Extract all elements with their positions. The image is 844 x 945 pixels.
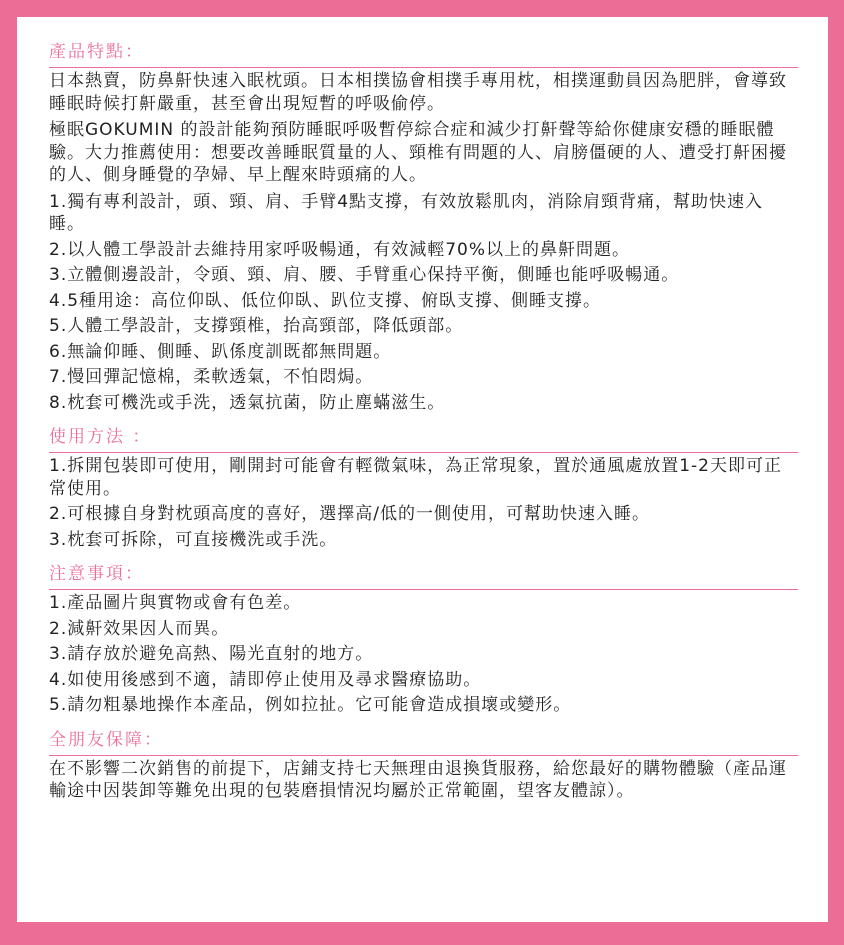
notes-heading: 注意事項：: [49, 564, 144, 584]
usage-item-1: 1.拆開包裝即可使用，剛開封可能會有輕微氣味，為正常現象，置於通風處放置1-2天即可正常使用。: [49, 456, 782, 499]
note-item-3: 3.請存放於避免高熱、陽光直射的地方。: [49, 644, 374, 664]
note-item-5: 5.請勿粗暴地操作本產品，例如拉扯。它可能會造成損壞或變形。: [49, 695, 572, 715]
features-heading: 產品特點：: [49, 42, 144, 62]
feature-item-2: 2.以人體工學設計去維持用家呼吸暢通，有效減輕70%以上的鼻鼾問題。: [49, 239, 631, 260]
usage-section: [49, 426, 798, 551]
guarantee-heading: 全朋友保障：: [49, 729, 163, 750]
note-item-4: 4.如使用後感到不適，請即停止使用及尋求醫療協助。: [49, 669, 482, 690]
feature-item-7: 7.慢回彈記憶棉，柔軟透氣，不怕悶焗。: [49, 367, 374, 387]
feature-item-8: 8.枕套可機洗或手洗，透氣抗菌，防止塵蟎滋生。: [49, 392, 446, 413]
feature-item-1: 1.獨有專利設計，頭、頸、肩、手臂4點支撐，有效放鬆肌肉，消除肩頸背痛，幫助快速入睡。: [49, 191, 764, 234]
guarantee-text: 在不影響二次銷售的前提下，店鋪支持七天無理由退換貨服務，給您最好的購物體驗（產品運輸途中因裝卸等難免出現的包裝磨損情況均屬於正常範圍，望客友體諒）。: [49, 758, 787, 801]
feature-item-6: 6.無論仰睡、側睡、趴係度訓既都無問題。: [49, 341, 392, 362]
usage-item-2: 2.可根據自身對枕頭高度的喜好，選擇高/低的一側使用，可幫助快速入睡。: [49, 504, 650, 524]
feature-item-4: 4.5種用途：高位仰臥、低位仰臥、趴位支撐、俯臥支撐、側睡支撐。: [49, 290, 602, 311]
features-intro-1: 日本熱賣，防鼻鼾快速入眠枕頭。日本相撲協會相撲手專用枕，相撲運動員因為肥胖，會導致睡眠時候打鼾嚴重，甚至會出現短暫的呼吸偷停。: [49, 71, 787, 114]
usage-divider: [49, 452, 798, 453]
guarantee-divider: [49, 755, 798, 756]
feature-item-3: 3.立體側邊設計，令頭、頸、肩、腰、手臂重心保持平衡，側睡也能呼吸暢通。: [49, 265, 680, 285]
feature-item-5: 5.人體工學設計，支撐頸椎，抬高頸部，降低頭部。: [49, 316, 464, 336]
notes-divider: [49, 589, 798, 590]
guarantee-section: [49, 729, 798, 803]
note-item-2: 2.減鼾效果因人而異。: [49, 618, 230, 639]
features-section: [49, 41, 798, 414]
usage-heading: 使用方法 ：: [49, 427, 152, 447]
features-divider: [49, 67, 798, 68]
usage-item-3: 3.枕套可拆除，可直接機洗或手洗。: [49, 529, 338, 550]
features-intro-2: 極眠GOKUMIN 的設計能夠預防睡眠呼吸暫停綜合症和減少打鼾聲等給你健康安穩的睡眠體驗。大力推薦使用：想要改善睡眠質量的人、頸椎有問題的人、肩膀僵硬的人、遭受打鼾困擾的人、側身睡覺的孕婦、早上醒來時頭痛的人。: [49, 120, 787, 185]
content-card: [17, 17, 828, 922]
note-item-1: 1.產品圖片與實物或會有色差。: [49, 593, 302, 613]
notes-section: [49, 563, 798, 717]
